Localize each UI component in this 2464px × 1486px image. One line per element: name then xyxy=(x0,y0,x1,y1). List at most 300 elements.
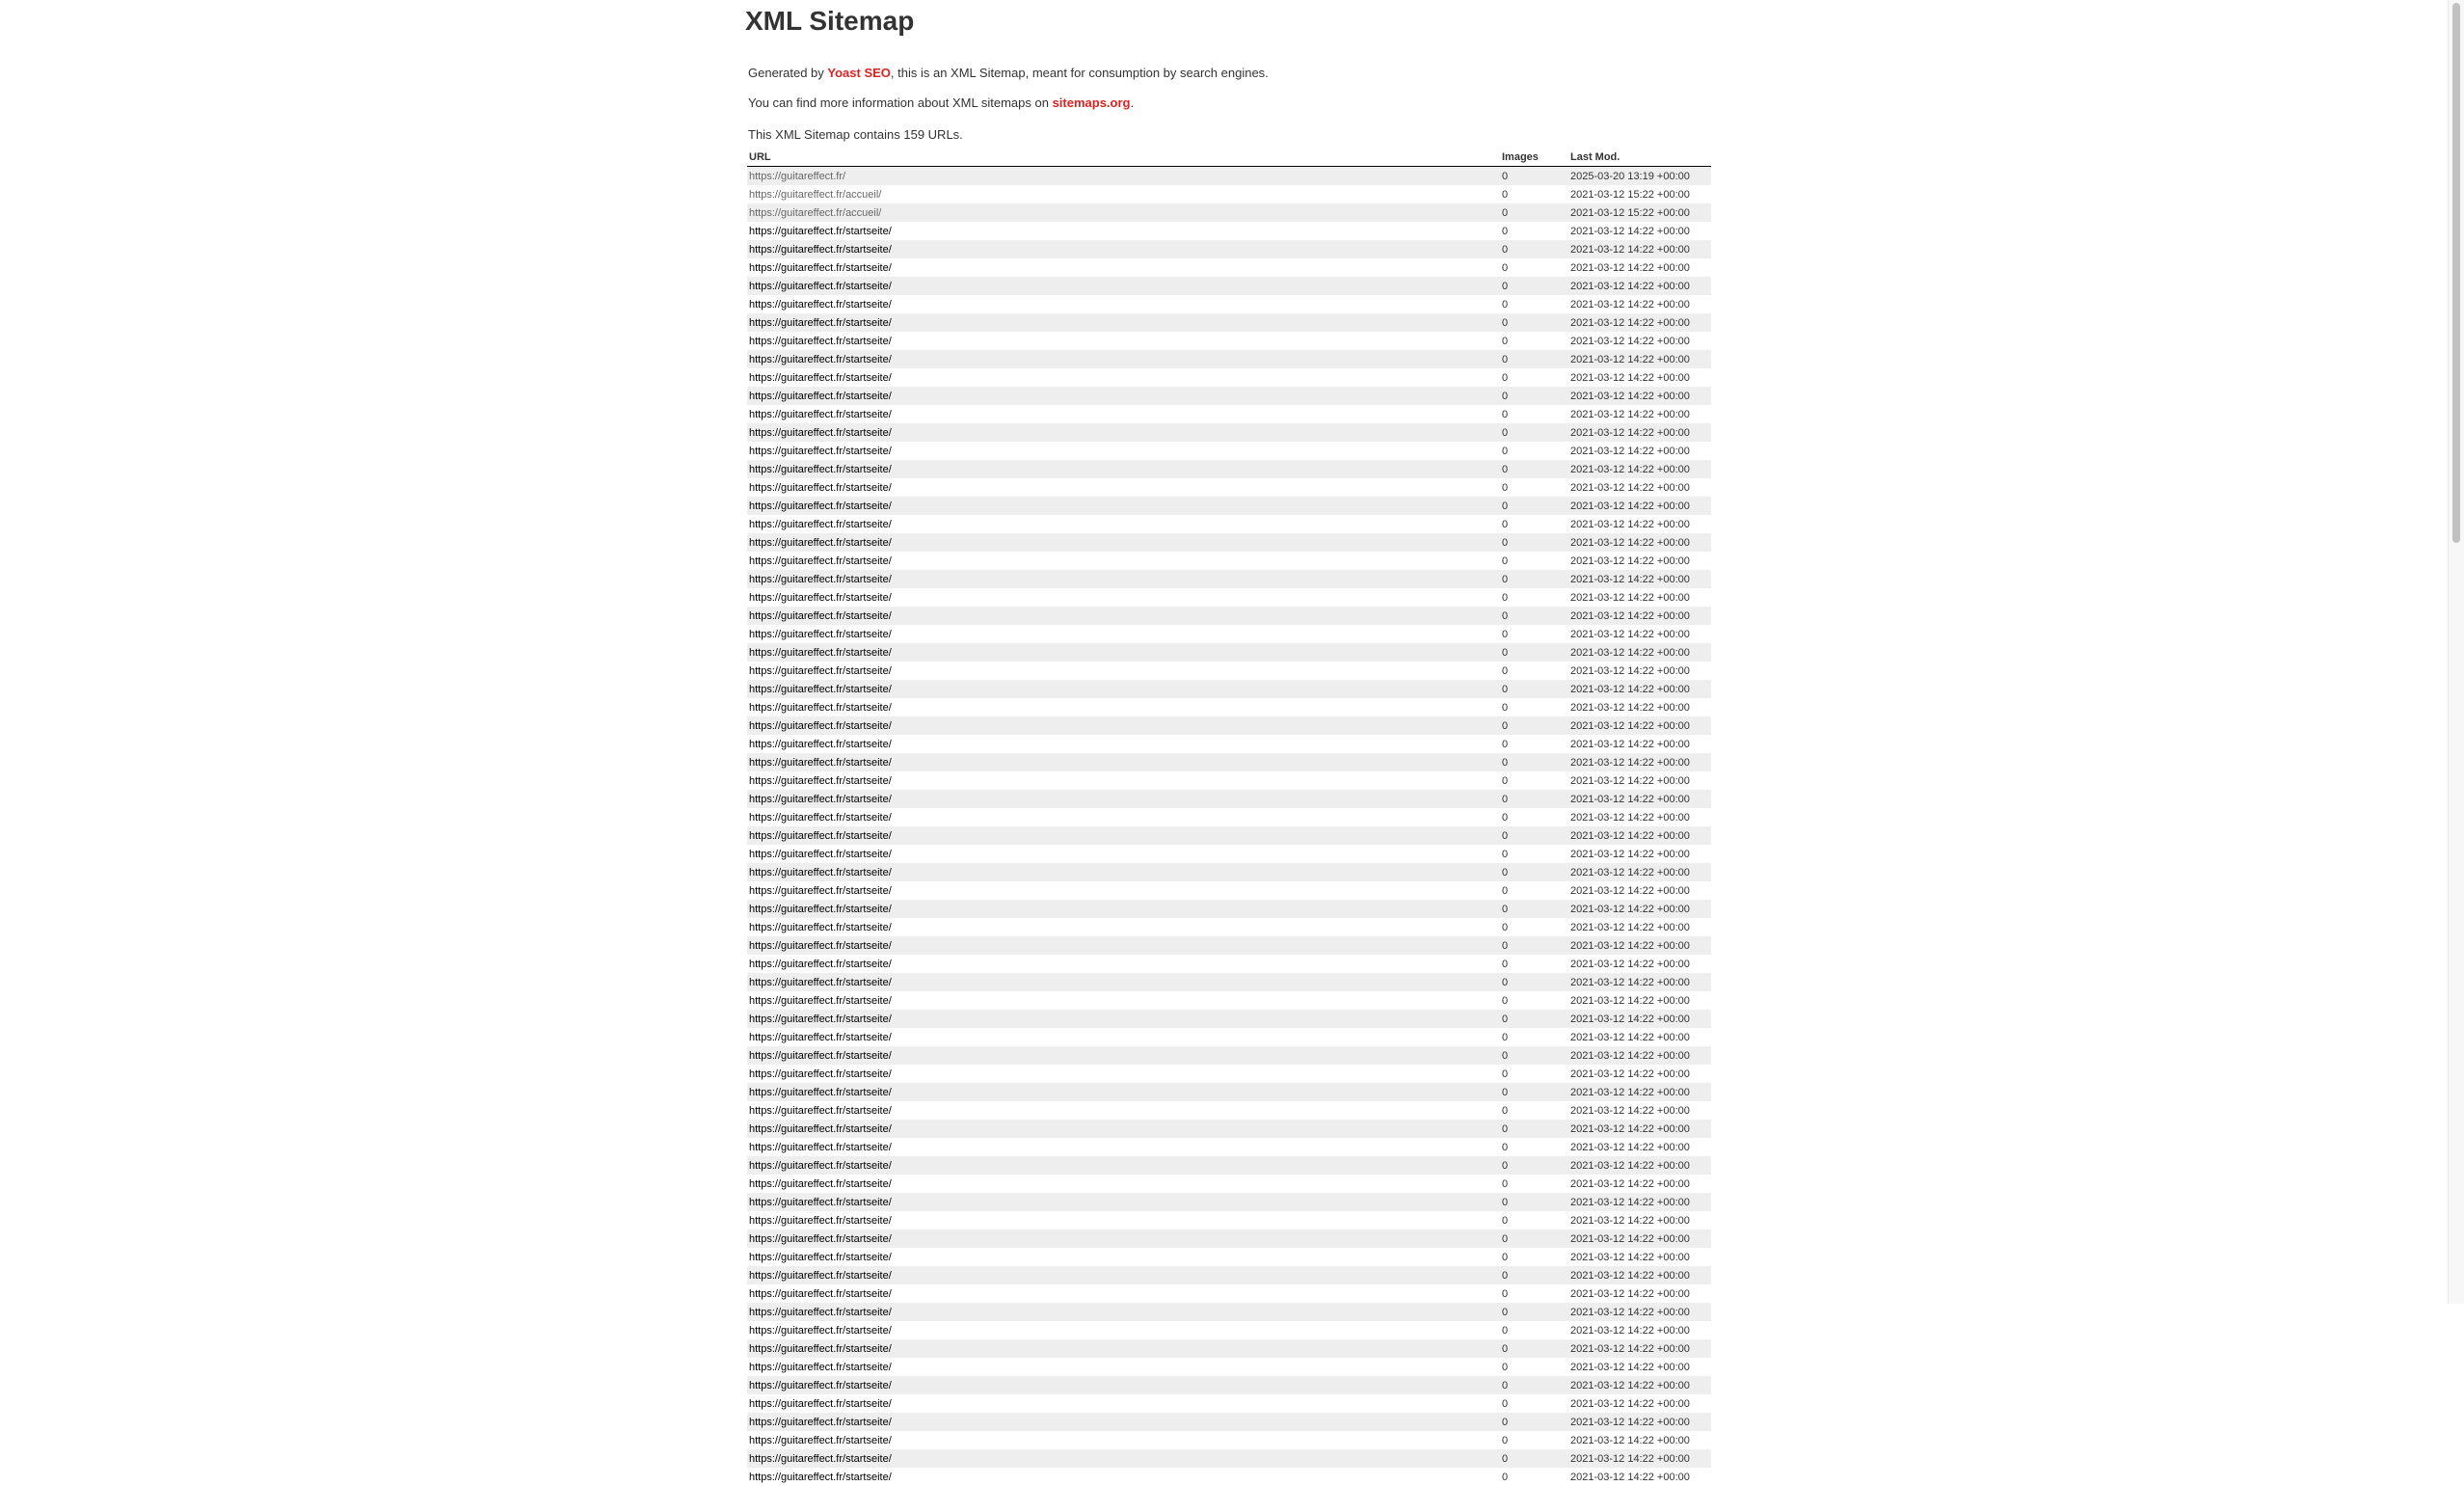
last-mod-cell: 2021-03-12 14:22 +00:00 xyxy=(1568,460,1711,478)
more-suffix: . xyxy=(1130,95,1135,110)
url-link[interactable]: https://guitareffect.fr/startseite/ xyxy=(749,829,892,842)
images-cell: 0 xyxy=(1500,497,1568,515)
url-link[interactable]: https://guitareffect.fr/startseite/ xyxy=(749,1251,892,1263)
url-link[interactable]: https://guitareffect.fr/startseite/ xyxy=(749,298,892,311)
url-link[interactable]: https://guitareffect.fr/startseite/ xyxy=(749,1361,892,1373)
url-cell xyxy=(747,185,1500,203)
url-cell xyxy=(747,1339,1500,1358)
url-cell xyxy=(747,1010,1500,1028)
last-mod-cell: 2021-03-12 14:22 +00:00 xyxy=(1570,554,1690,567)
images-cell: 0 xyxy=(1500,533,1568,552)
url-cell xyxy=(747,1083,1500,1101)
images-cell: 0 xyxy=(1500,1193,1568,1211)
images-cell: 0 xyxy=(1500,167,1568,186)
images-cell: 0 xyxy=(1502,188,1509,201)
last-mod-cell: 2021-03-12 14:22 +00:00 xyxy=(1568,716,1711,735)
table-row xyxy=(747,716,1711,735)
url-cell xyxy=(747,1468,1500,1486)
url-cell xyxy=(747,552,1500,570)
url-link[interactable]: https://guitareffect.fr/startseite/ xyxy=(749,554,892,567)
url-cell xyxy=(747,1175,1500,1193)
column-header-url[interactable]: URL xyxy=(747,149,1500,167)
images-cell: 0 xyxy=(1502,994,1509,1007)
url-link[interactable]: https://guitareffect.fr/startseite/ xyxy=(749,353,892,365)
url-cell xyxy=(747,698,1500,716)
last-mod-cell: 2021-03-12 14:22 +00:00 xyxy=(1570,1031,1690,1043)
table-row xyxy=(747,405,1711,423)
url-link[interactable]: https://guitareffect.fr/startseite/ xyxy=(749,463,892,475)
table-row xyxy=(747,497,1711,515)
last-mod-cell: 2025-03-20 13:19 +00:00 xyxy=(1568,167,1711,186)
last-mod-cell: 2021-03-12 14:22 +00:00 xyxy=(1568,973,1711,991)
url-cell xyxy=(747,350,1500,368)
table-row xyxy=(747,533,1711,552)
last-mod-cell: 2021-03-12 14:22 +00:00 xyxy=(1568,826,1711,845)
images-cell: 0 xyxy=(1502,1361,1509,1373)
url-link[interactable]: https://guitareffect.fr/startseite/ xyxy=(749,1177,892,1190)
url-link[interactable]: https://guitareffect.fr/startseite/ xyxy=(749,646,892,659)
images-cell: 0 xyxy=(1502,848,1509,860)
table-row xyxy=(747,240,1711,258)
table-row xyxy=(747,991,1711,1010)
table-row xyxy=(747,222,1711,240)
last-mod-cell: 2021-03-12 14:22 +00:00 xyxy=(1570,701,1690,714)
last-mod-cell: 2021-03-12 14:22 +00:00 xyxy=(1568,753,1711,771)
url-cell xyxy=(747,753,1500,771)
last-mod-cell: 2021-03-12 14:22 +00:00 xyxy=(1568,1010,1711,1028)
last-mod-cell: 2021-03-12 14:22 +00:00 xyxy=(1568,313,1711,332)
images-cell: 0 xyxy=(1500,790,1568,808)
url-link[interactable]: https://guitareffect.fr/startseite/ xyxy=(749,1196,892,1208)
url-link[interactable]: https://guitareffect.fr/startseite/ xyxy=(749,1031,892,1043)
images-cell: 0 xyxy=(1500,716,1568,735)
last-mod-cell: 2021-03-12 14:22 +00:00 xyxy=(1568,350,1711,368)
url-cell xyxy=(747,515,1500,533)
last-mod-cell: 2021-03-12 14:22 +00:00 xyxy=(1568,277,1711,295)
last-mod-cell: 2021-03-12 14:22 +00:00 xyxy=(1568,423,1711,442)
table-row xyxy=(747,753,1711,771)
table-row xyxy=(747,1083,1711,1101)
url-cell xyxy=(747,203,1500,222)
generated-suffix: , this is an XML Sitemap, meant for consumption by search engines. xyxy=(890,66,1269,80)
table-row xyxy=(747,295,1711,313)
url-link[interactable]: https://guitareffect.fr/startseite/ xyxy=(749,793,892,805)
url-link[interactable]: https://guitareffect.fr/startseite/ xyxy=(749,280,892,292)
page-title: XML Sitemap xyxy=(745,6,915,36)
last-mod-cell: 2021-03-12 14:22 +00:00 xyxy=(1570,738,1690,750)
images-cell: 0 xyxy=(1500,1266,1568,1284)
column-header-images[interactable]: Images xyxy=(1500,149,1568,167)
images-cell: 0 xyxy=(1502,408,1509,420)
images-cell: 0 xyxy=(1500,753,1568,771)
images-cell: 0 xyxy=(1502,884,1509,897)
last-mod-cell: 2021-03-12 14:22 +00:00 xyxy=(1570,1214,1690,1227)
images-cell: 0 xyxy=(1502,1177,1509,1190)
url-link[interactable]: https://guitareffect.fr/startseite/ xyxy=(749,573,892,585)
url-link[interactable]: https://guitareffect.fr/startseite/ xyxy=(749,609,892,622)
url-link[interactable]: https://guitareffect.fr/startseite/ xyxy=(749,738,892,750)
table-row xyxy=(747,625,1711,643)
table-row xyxy=(747,1010,1711,1028)
table-row xyxy=(747,203,1711,222)
url-cell xyxy=(747,1284,1500,1303)
table-row xyxy=(747,900,1711,918)
url-cell xyxy=(747,918,1500,936)
url-cell xyxy=(747,643,1500,662)
table-row xyxy=(747,332,1711,350)
last-mod-cell: 2021-03-12 14:22 +00:00 xyxy=(1568,680,1711,698)
images-cell: 0 xyxy=(1502,371,1509,384)
table-row xyxy=(747,735,1711,753)
url-cell xyxy=(747,1046,1500,1065)
table-row xyxy=(747,1449,1711,1468)
url-link[interactable]: https://guitareffect.fr/startseite/ xyxy=(749,1159,892,1172)
table-row xyxy=(747,1211,1711,1229)
url-link[interactable]: https://guitareffect.fr/startseite/ xyxy=(749,701,892,714)
last-mod-cell: 2021-03-12 14:22 +00:00 xyxy=(1570,774,1690,787)
table-row xyxy=(747,277,1711,295)
url-link[interactable]: https://guitareffect.fr/startseite/ xyxy=(749,225,892,237)
last-mod-cell: 2021-03-12 14:22 +00:00 xyxy=(1568,240,1711,258)
table-row xyxy=(747,826,1711,845)
last-mod-cell: 2021-03-12 14:22 +00:00 xyxy=(1570,225,1690,237)
last-mod-cell: 2021-03-12 14:22 +00:00 xyxy=(1570,664,1690,677)
last-mod-cell: 2021-03-12 14:22 +00:00 xyxy=(1570,518,1690,530)
vertical-scrollbar[interactable] xyxy=(2448,0,2464,1304)
url-cell xyxy=(747,588,1500,607)
images-cell: 0 xyxy=(1500,900,1568,918)
url-cell xyxy=(747,1065,1500,1083)
last-mod-cell: 2021-03-12 15:22 +00:00 xyxy=(1568,203,1711,222)
generated-by-text xyxy=(748,66,1269,80)
url-link[interactable]: https://guitareffect.fr/startseite/ xyxy=(749,390,892,402)
url-cell xyxy=(747,826,1500,845)
table-row xyxy=(747,1468,1711,1486)
table-row xyxy=(747,1284,1711,1303)
url-link[interactable]: https://guitareffect.fr/startseite/ xyxy=(749,1269,892,1282)
images-cell: 0 xyxy=(1502,445,1509,457)
url-link[interactable]: https://guitareffect.fr/startseite/ xyxy=(749,774,892,787)
url-link[interactable]: https://guitareffect.fr/startseite/ xyxy=(749,811,892,824)
url-link[interactable]: https://guitareffect.fr/startseite/ xyxy=(749,426,892,439)
images-cell: 0 xyxy=(1502,958,1509,970)
url-link[interactable]: https://guitareffect.fr/startseite/ xyxy=(749,939,892,952)
url-link[interactable]: https://guitareffect.fr/startseite/ xyxy=(749,866,892,878)
last-mod-cell: 2021-03-12 14:22 +00:00 xyxy=(1570,994,1690,1007)
table-row xyxy=(747,936,1711,955)
url-link[interactable]: https://guitareffect.fr/startseite/ xyxy=(749,335,892,347)
images-cell: 0 xyxy=(1500,826,1568,845)
url-link[interactable]: https://guitareffect.fr/startseite/ xyxy=(749,1049,892,1062)
url-link[interactable]: https://guitareffect.fr/accueil/ xyxy=(749,188,882,201)
last-mod-cell: 2021-03-12 14:22 +00:00 xyxy=(1568,570,1711,588)
url-link[interactable]: https://guitareffect.fr/startseite/ xyxy=(749,243,892,256)
last-mod-cell: 2021-03-12 14:22 +00:00 xyxy=(1570,628,1690,640)
images-cell: 0 xyxy=(1500,460,1568,478)
url-link[interactable]: https://guitareffect.fr/startseite/ xyxy=(749,1214,892,1227)
last-mod-cell: 2021-03-12 14:22 +00:00 xyxy=(1570,1177,1690,1190)
last-mod-cell: 2021-03-12 14:22 +00:00 xyxy=(1570,1471,1690,1483)
url-link[interactable]: https://guitareffect.fr/startseite/ xyxy=(749,1122,892,1135)
table-row xyxy=(747,918,1711,936)
last-mod-cell: 2021-03-12 14:22 +00:00 xyxy=(1568,1120,1711,1138)
url-link[interactable]: https://guitareffect.fr/startseite/ xyxy=(749,756,892,769)
url-link[interactable]: https://guitareffect.fr/startseite/ xyxy=(749,1013,892,1025)
last-mod-cell: 2021-03-12 14:22 +00:00 xyxy=(1570,1141,1690,1153)
images-cell: 0 xyxy=(1500,607,1568,625)
url-cell xyxy=(747,240,1500,258)
url-link[interactable]: https://guitareffect.fr/startseite/ xyxy=(749,1452,892,1465)
more-info-text xyxy=(748,95,1134,110)
table-row xyxy=(747,1229,1711,1248)
url-cell xyxy=(747,1120,1500,1138)
url-link[interactable]: https://guitareffect.fr/startseite/ xyxy=(749,1306,892,1318)
url-cell xyxy=(747,1101,1500,1120)
last-mod-cell: 2021-03-12 14:22 +00:00 xyxy=(1570,445,1690,457)
url-cell xyxy=(747,570,1500,588)
last-mod-cell: 2021-03-12 14:22 +00:00 xyxy=(1570,298,1690,311)
table-row xyxy=(747,662,1711,680)
table-header-row xyxy=(747,149,1711,167)
table-row xyxy=(747,387,1711,405)
column-header-last-mod[interactable]: Last Mod. xyxy=(1568,149,1711,167)
images-cell: 0 xyxy=(1502,774,1509,787)
table-row xyxy=(747,1120,1711,1138)
images-cell: 0 xyxy=(1500,387,1568,405)
table-row xyxy=(747,423,1711,442)
last-mod-cell: 2021-03-12 14:22 +00:00 xyxy=(1570,1287,1690,1300)
url-cell xyxy=(747,900,1500,918)
last-mod-cell: 2021-03-12 14:22 +00:00 xyxy=(1570,335,1690,347)
url-cell xyxy=(747,1156,1500,1175)
images-cell: 0 xyxy=(1500,203,1568,222)
url-cell xyxy=(747,1303,1500,1321)
url-link[interactable]: https://guitareffect.fr/startseite/ xyxy=(749,994,892,1007)
url-link[interactable]: https://guitareffect.fr/startseite/ xyxy=(749,903,892,915)
url-link[interactable]: https://guitareffect.fr/startseite/ xyxy=(749,848,892,860)
url-link[interactable]: https://guitareffect.fr/startseite/ xyxy=(749,628,892,640)
images-cell: 0 xyxy=(1500,313,1568,332)
last-mod-cell: 2021-03-12 14:22 +00:00 xyxy=(1570,921,1690,933)
images-cell: 0 xyxy=(1500,973,1568,991)
url-link[interactable]: https://guitareffect.fr/startseite/ xyxy=(749,884,892,897)
images-cell: 0 xyxy=(1500,1303,1568,1321)
url-cell xyxy=(747,936,1500,955)
images-cell: 0 xyxy=(1500,643,1568,662)
url-link[interactable]: https://guitareffect.fr/startseite/ xyxy=(749,1434,892,1446)
last-mod-cell: 2021-03-12 14:22 +00:00 xyxy=(1568,1229,1711,1248)
scrollbar-thumb[interactable] xyxy=(2452,3,2460,543)
images-cell: 0 xyxy=(1500,1120,1568,1138)
url-cell xyxy=(747,625,1500,643)
url-cell xyxy=(747,1321,1500,1339)
images-cell: 0 xyxy=(1502,1067,1509,1080)
url-cell xyxy=(747,1266,1500,1284)
table-row xyxy=(747,643,1711,662)
images-cell: 0 xyxy=(1502,298,1509,311)
url-link[interactable]: https://guitareffect.fr/startseite/ xyxy=(749,1086,892,1098)
url-cell xyxy=(747,533,1500,552)
table-row xyxy=(747,1321,1711,1339)
images-cell: 0 xyxy=(1500,277,1568,295)
url-cell xyxy=(747,167,1500,186)
url-cell xyxy=(747,808,1500,826)
images-cell: 0 xyxy=(1500,1376,1568,1394)
url-cell xyxy=(747,716,1500,735)
url-link[interactable]: https://guitareffect.fr/startseite/ xyxy=(749,1342,892,1355)
url-link[interactable]: https://guitareffect.fr/startseite/ xyxy=(749,1067,892,1080)
url-link[interactable]: https://guitareffect.fr/startseite/ xyxy=(749,976,892,988)
images-cell: 0 xyxy=(1502,1104,1509,1117)
images-cell: 0 xyxy=(1500,570,1568,588)
images-cell: 0 xyxy=(1500,1010,1568,1028)
url-cell xyxy=(747,1449,1500,1468)
images-cell: 0 xyxy=(1502,1397,1509,1410)
images-cell: 0 xyxy=(1502,1141,1509,1153)
url-link[interactable]: https://guitareffect.fr/startseite/ xyxy=(749,1324,892,1337)
last-mod-cell: 2021-03-12 14:22 +00:00 xyxy=(1568,607,1711,625)
url-cell xyxy=(747,460,1500,478)
url-cell xyxy=(747,277,1500,295)
last-mod-cell: 2021-03-12 14:22 +00:00 xyxy=(1570,1067,1690,1080)
table-row xyxy=(747,1046,1711,1065)
url-link[interactable]: https://guitareffect.fr/startseite/ xyxy=(749,1104,892,1117)
url-link[interactable]: https://guitareffect.fr/startseite/ xyxy=(749,316,892,329)
sitemap-table xyxy=(747,149,1711,1486)
table-row xyxy=(747,771,1711,790)
url-link[interactable]: https://guitareffect.fr/startseite/ xyxy=(749,921,892,933)
last-mod-cell: 2021-03-12 14:22 +00:00 xyxy=(1570,1434,1690,1446)
last-mod-cell: 2021-03-12 14:22 +00:00 xyxy=(1570,958,1690,970)
url-link[interactable]: https://guitareffect.fr/startseite/ xyxy=(749,683,892,695)
last-mod-cell: 2021-03-12 15:22 +00:00 xyxy=(1570,188,1690,201)
last-mod-cell: 2021-03-12 14:22 +00:00 xyxy=(1568,900,1711,918)
images-cell: 0 xyxy=(1502,1031,1509,1043)
url-link[interactable]: https://guitareffect.fr/startseite/ xyxy=(749,518,892,530)
table-row xyxy=(747,1266,1711,1284)
last-mod-cell: 2021-03-12 14:22 +00:00 xyxy=(1570,408,1690,420)
table-row xyxy=(747,1413,1711,1431)
last-mod-cell: 2021-03-12 14:22 +00:00 xyxy=(1570,1324,1690,1337)
table-row xyxy=(747,973,1711,991)
url-link[interactable]: https://guitareffect.fr/accueil/ xyxy=(749,206,882,219)
images-cell: 0 xyxy=(1502,481,1509,494)
url-cell xyxy=(747,790,1500,808)
images-cell: 0 xyxy=(1502,1434,1509,1446)
images-cell: 0 xyxy=(1502,518,1509,530)
table-row xyxy=(747,1193,1711,1211)
images-cell: 0 xyxy=(1500,350,1568,368)
table-row xyxy=(747,1431,1711,1449)
url-link[interactable]: https://guitareffect.fr/startseite/ xyxy=(749,958,892,970)
url-link[interactable]: https://guitareffect.fr/startseite/ xyxy=(749,1379,892,1391)
table-row xyxy=(747,258,1711,277)
url-cell xyxy=(747,881,1500,900)
images-cell: 0 xyxy=(1502,261,1509,274)
last-mod-cell: 2021-03-12 14:22 +00:00 xyxy=(1570,261,1690,274)
url-link[interactable]: https://guitareffect.fr/startseite/ xyxy=(749,371,892,384)
last-mod-cell: 2021-03-12 14:22 +00:00 xyxy=(1568,1339,1711,1358)
images-cell: 0 xyxy=(1500,936,1568,955)
table-row xyxy=(747,680,1711,698)
images-cell: 0 xyxy=(1500,1046,1568,1065)
url-cell xyxy=(747,1138,1500,1156)
table-row xyxy=(747,1358,1711,1376)
url-cell xyxy=(747,295,1500,313)
images-cell: 0 xyxy=(1500,423,1568,442)
url-cell xyxy=(747,1413,1500,1431)
last-mod-cell: 2021-03-12 14:22 +00:00 xyxy=(1570,371,1690,384)
url-cell xyxy=(747,222,1500,240)
url-cell xyxy=(747,607,1500,625)
table-row xyxy=(747,790,1711,808)
images-cell: 0 xyxy=(1500,1156,1568,1175)
table-row xyxy=(747,1065,1711,1083)
last-mod-cell: 2021-03-12 14:22 +00:00 xyxy=(1568,936,1711,955)
table-row xyxy=(747,607,1711,625)
images-cell: 0 xyxy=(1502,225,1509,237)
table-row xyxy=(747,955,1711,973)
last-mod-cell: 2021-03-12 14:22 +00:00 xyxy=(1568,1303,1711,1321)
table-row xyxy=(747,1156,1711,1175)
url-link[interactable]: https://guitareffect.fr/startseite/ xyxy=(749,1141,892,1153)
images-cell: 0 xyxy=(1502,1324,1509,1337)
url-link[interactable]: https://guitareffect.fr/startseite/ xyxy=(749,408,892,420)
table-row xyxy=(747,442,1711,460)
last-mod-cell: 2021-03-12 14:22 +00:00 xyxy=(1570,1397,1690,1410)
last-mod-cell: 2021-03-12 14:22 +00:00 xyxy=(1568,1156,1711,1175)
images-cell: 0 xyxy=(1502,1214,1509,1227)
table-row xyxy=(747,863,1711,881)
url-link[interactable]: https://guitareffect.fr/startseite/ xyxy=(749,500,892,512)
url-link[interactable]: https://guitareffect.fr/startseite/ xyxy=(749,481,892,494)
url-cell xyxy=(747,1211,1500,1229)
url-link[interactable]: https://guitareffect.fr/startseite/ xyxy=(749,1397,892,1410)
last-mod-cell: 2021-03-12 14:22 +00:00 xyxy=(1570,1361,1690,1373)
url-count-text: This XML Sitemap contains 159 URLs. xyxy=(748,127,963,142)
table-row xyxy=(747,313,1711,332)
sitemaps-org-link[interactable]: sitemaps.org xyxy=(1052,95,1131,110)
url-link[interactable]: https://guitareffect.fr/startseite/ xyxy=(749,591,892,604)
yoast-seo-link[interactable]: Yoast SEO xyxy=(827,66,891,80)
url-link[interactable]: https://guitareffect.fr/startseite/ xyxy=(749,1471,892,1483)
url-link[interactable]: https://guitareffect.fr/startseite/ xyxy=(749,664,892,677)
url-link[interactable]: https://guitareffect.fr/startseite/ xyxy=(749,719,892,732)
last-mod-cell: 2021-03-12 14:22 +00:00 xyxy=(1568,1449,1711,1468)
url-cell xyxy=(747,1193,1500,1211)
url-link[interactable]: https://guitareffect.fr/ xyxy=(749,170,846,182)
table-row xyxy=(747,570,1711,588)
url-link[interactable]: https://guitareffect.fr/startseite/ xyxy=(749,1416,892,1428)
url-cell xyxy=(747,863,1500,881)
url-link[interactable]: https://guitareffect.fr/startseite/ xyxy=(749,261,892,274)
url-cell xyxy=(747,332,1500,350)
last-mod-cell: 2021-03-12 14:22 +00:00 xyxy=(1570,481,1690,494)
url-cell xyxy=(747,1431,1500,1449)
url-link[interactable]: https://guitareffect.fr/startseite/ xyxy=(749,536,892,549)
url-cell xyxy=(747,423,1500,442)
last-mod-cell: 2021-03-12 14:22 +00:00 xyxy=(1568,1413,1711,1431)
url-link[interactable]: https://guitareffect.fr/startseite/ xyxy=(749,445,892,457)
last-mod-cell: 2021-03-12 14:22 +00:00 xyxy=(1568,790,1711,808)
last-mod-cell: 2021-03-12 14:22 +00:00 xyxy=(1568,387,1711,405)
url-link[interactable]: https://guitareffect.fr/startseite/ xyxy=(749,1287,892,1300)
images-cell: 0 xyxy=(1502,738,1509,750)
url-link[interactable]: https://guitareffect.fr/startseite/ xyxy=(749,1232,892,1245)
table-row xyxy=(747,1394,1711,1413)
images-cell: 0 xyxy=(1502,1471,1509,1483)
images-cell: 0 xyxy=(1500,1339,1568,1358)
